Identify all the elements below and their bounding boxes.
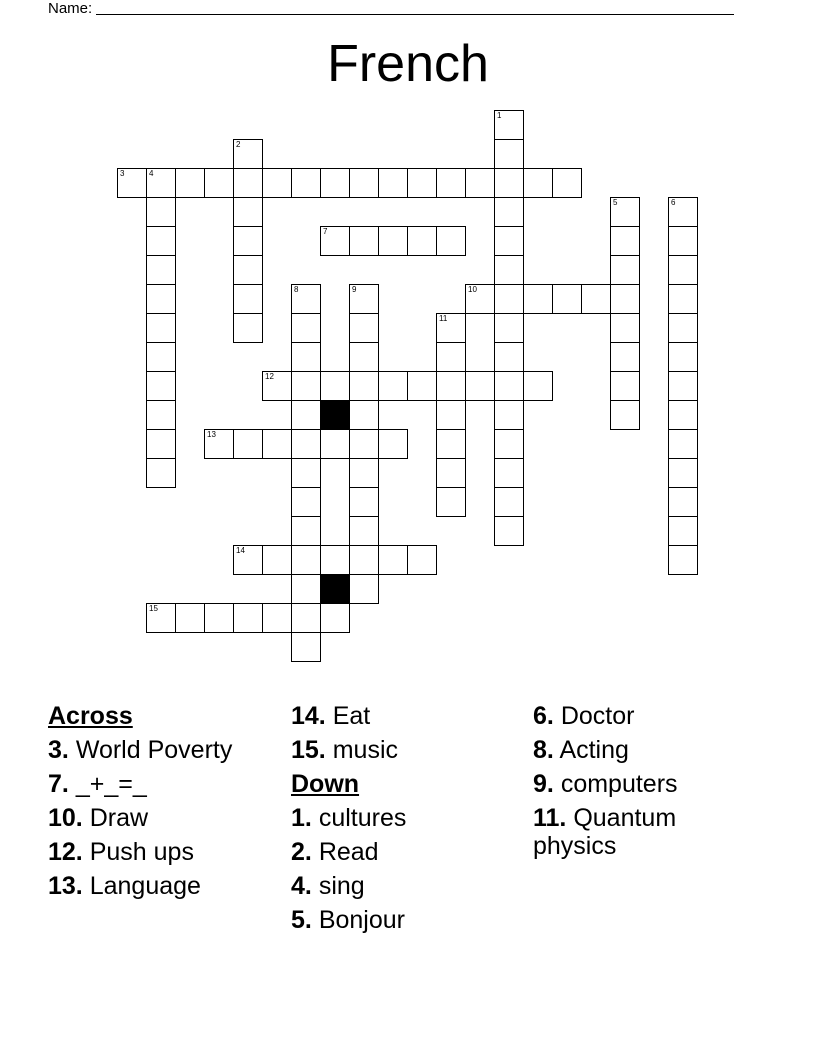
grid-cell[interactable] bbox=[291, 574, 321, 604]
name-field[interactable] bbox=[48, 0, 734, 18]
grid-cell[interactable] bbox=[668, 255, 698, 285]
grid-cell[interactable] bbox=[291, 632, 321, 662]
grid-cell[interactable] bbox=[320, 429, 350, 459]
grid-cell[interactable] bbox=[668, 313, 698, 343]
clues-column-3 bbox=[533, 702, 713, 866]
grid-cell[interactable] bbox=[668, 284, 698, 314]
cell-number: 15 bbox=[149, 604, 158, 613]
cell-number: 8 bbox=[294, 285, 299, 294]
clue-down-6: 6. Doctor bbox=[533, 702, 635, 730]
cell-number: 11 bbox=[439, 314, 448, 323]
grid-cell[interactable] bbox=[233, 197, 263, 227]
grid-cell[interactable] bbox=[349, 168, 379, 198]
grid-cell[interactable] bbox=[233, 603, 263, 633]
grid-cell[interactable] bbox=[494, 139, 524, 169]
grid-cell[interactable] bbox=[494, 284, 524, 314]
grid-cell[interactable] bbox=[494, 342, 524, 372]
grid-cell[interactable] bbox=[494, 168, 524, 198]
cell-number: 3 bbox=[120, 169, 125, 178]
grid-cell[interactable] bbox=[610, 313, 640, 343]
clue-across-10: 10. Draw bbox=[48, 804, 149, 832]
grid-cell[interactable] bbox=[291, 342, 321, 372]
grid-cell[interactable] bbox=[349, 487, 379, 517]
grid-cell[interactable] bbox=[407, 226, 437, 256]
grid-cell[interactable] bbox=[349, 226, 379, 256]
grid-cell[interactable] bbox=[436, 226, 466, 256]
black-square bbox=[320, 574, 350, 604]
grid-cell[interactable] bbox=[349, 545, 379, 575]
clue-across-7: 7. _+_=_ bbox=[48, 770, 147, 798]
grid-cell[interactable] bbox=[436, 313, 466, 343]
grid-cell[interactable] bbox=[378, 371, 408, 401]
grid-cell[interactable] bbox=[378, 226, 408, 256]
name-underline[interactable] bbox=[96, 0, 734, 15]
grid-cell[interactable] bbox=[146, 371, 176, 401]
grid-cell[interactable] bbox=[233, 313, 263, 343]
grid-cell[interactable] bbox=[146, 342, 176, 372]
grid-cell[interactable] bbox=[436, 429, 466, 459]
cell-number: 13 bbox=[207, 430, 216, 439]
grid-cell[interactable] bbox=[349, 516, 379, 546]
grid-cell[interactable] bbox=[262, 429, 292, 459]
grid-cell[interactable] bbox=[291, 371, 321, 401]
grid-cell[interactable] bbox=[494, 313, 524, 343]
grid-cell[interactable] bbox=[552, 284, 582, 314]
grid-cell[interactable] bbox=[523, 371, 553, 401]
grid-cell[interactable] bbox=[204, 168, 234, 198]
name-label: Name: bbox=[48, 0, 93, 17]
grid-cell[interactable] bbox=[407, 371, 437, 401]
grid-cell[interactable] bbox=[668, 197, 698, 227]
grid-cell[interactable] bbox=[436, 371, 466, 401]
grid-cell[interactable] bbox=[494, 255, 524, 285]
clue-down-9: 9. computers bbox=[533, 770, 678, 798]
cell-number: 14 bbox=[236, 546, 245, 555]
grid-cell[interactable] bbox=[610, 400, 640, 430]
grid-cell[interactable] bbox=[349, 400, 379, 430]
grid-cell[interactable] bbox=[233, 545, 263, 575]
grid-cell[interactable] bbox=[407, 545, 437, 575]
grid-cell[interactable] bbox=[436, 400, 466, 430]
grid-cell[interactable] bbox=[610, 226, 640, 256]
grid-cell[interactable] bbox=[204, 603, 234, 633]
clue-down-5: 5. Bonjour bbox=[291, 906, 405, 934]
cell-number: 5 bbox=[613, 198, 618, 207]
grid-cell[interactable] bbox=[610, 371, 640, 401]
grid-cell[interactable] bbox=[349, 313, 379, 343]
grid-cell[interactable] bbox=[494, 197, 524, 227]
grid-cell[interactable] bbox=[349, 458, 379, 488]
grid-cell[interactable] bbox=[349, 429, 379, 459]
grid-cell[interactable] bbox=[668, 487, 698, 517]
grid-cell[interactable] bbox=[581, 284, 611, 314]
grid-cell[interactable] bbox=[349, 371, 379, 401]
black-square bbox=[320, 400, 350, 430]
grid-cell[interactable] bbox=[668, 342, 698, 372]
grid-cell[interactable] bbox=[291, 516, 321, 546]
grid-cell[interactable] bbox=[523, 168, 553, 198]
grid-cell[interactable] bbox=[262, 545, 292, 575]
grid-cell[interactable] bbox=[204, 429, 234, 459]
clue-down-11: 11. Quantum physics bbox=[533, 804, 677, 860]
grid-cell[interactable] bbox=[146, 603, 176, 633]
grid-cell[interactable] bbox=[262, 603, 292, 633]
cell-number: 6 bbox=[671, 198, 676, 207]
grid-cell[interactable] bbox=[668, 545, 698, 575]
grid-cell[interactable] bbox=[349, 574, 379, 604]
grid-cell[interactable] bbox=[320, 545, 350, 575]
down-heading: Down bbox=[291, 770, 360, 798]
grid-cell[interactable] bbox=[494, 516, 524, 546]
grid-cell[interactable] bbox=[117, 168, 147, 198]
grid-cell[interactable] bbox=[436, 458, 466, 488]
grid-cell[interactable] bbox=[291, 487, 321, 517]
cell-number: 7 bbox=[323, 227, 328, 236]
grid-cell[interactable] bbox=[465, 284, 495, 314]
grid-cell[interactable] bbox=[291, 603, 321, 633]
grid-cell[interactable] bbox=[378, 168, 408, 198]
cell-number: 9 bbox=[352, 285, 357, 294]
clues-column-2 bbox=[291, 702, 406, 940]
grid-cell[interactable] bbox=[494, 110, 524, 140]
grid-cell[interactable] bbox=[291, 400, 321, 430]
grid-cell[interactable] bbox=[146, 255, 176, 285]
clue-across-14: 14. Eat bbox=[291, 702, 371, 730]
grid-cell[interactable] bbox=[175, 603, 205, 633]
grid-cell[interactable] bbox=[436, 342, 466, 372]
clue-down-1: 1. cultures bbox=[291, 804, 407, 832]
clue-across-13: 13. Language bbox=[48, 872, 201, 900]
grid-cell[interactable] bbox=[146, 313, 176, 343]
grid-cell[interactable] bbox=[523, 284, 553, 314]
grid-cell[interactable] bbox=[552, 168, 582, 198]
grid-cell[interactable] bbox=[233, 168, 263, 198]
grid-cell[interactable] bbox=[668, 429, 698, 459]
page-title: French bbox=[327, 35, 489, 93]
grid-cell[interactable] bbox=[465, 168, 495, 198]
grid-cell[interactable] bbox=[494, 429, 524, 459]
cell-number: 12 bbox=[265, 372, 274, 381]
clue-across-3: 3. World Poverty bbox=[48, 736, 233, 764]
grid-cell[interactable] bbox=[233, 284, 263, 314]
grid-cell[interactable] bbox=[291, 429, 321, 459]
grid-cell[interactable] bbox=[494, 371, 524, 401]
cell-number: 2 bbox=[236, 140, 241, 149]
grid-cell[interactable] bbox=[436, 487, 466, 517]
cell-number: 1 bbox=[497, 111, 502, 120]
clues-column-1 bbox=[48, 702, 258, 906]
grid-cell[interactable] bbox=[146, 284, 176, 314]
grid-cell[interactable] bbox=[610, 255, 640, 285]
grid-cell[interactable] bbox=[668, 371, 698, 401]
cell-number: 4 bbox=[149, 169, 154, 178]
grid-cell[interactable] bbox=[262, 168, 292, 198]
grid-cell[interactable] bbox=[668, 226, 698, 256]
grid-cell[interactable] bbox=[320, 226, 350, 256]
grid-cell[interactable] bbox=[320, 168, 350, 198]
grid-cell[interactable] bbox=[465, 371, 495, 401]
grid-cell[interactable] bbox=[146, 226, 176, 256]
grid-cell[interactable] bbox=[320, 603, 350, 633]
grid-cell[interactable] bbox=[494, 400, 524, 430]
grid-cell[interactable] bbox=[349, 284, 379, 314]
grid-cell[interactable] bbox=[291, 284, 321, 314]
grid-cell[interactable] bbox=[494, 226, 524, 256]
grid-cell[interactable] bbox=[494, 458, 524, 488]
clue-across-12: 12. Push ups bbox=[48, 838, 194, 866]
clue-across-15: 15. music bbox=[291, 736, 399, 764]
grid-cell[interactable] bbox=[378, 429, 408, 459]
grid-cell[interactable] bbox=[291, 545, 321, 575]
grid-cell[interactable] bbox=[146, 197, 176, 227]
grid-cell[interactable] bbox=[233, 226, 263, 256]
grid-cell[interactable] bbox=[668, 400, 698, 430]
grid-cell[interactable] bbox=[146, 168, 176, 198]
grid-cell[interactable] bbox=[349, 342, 379, 372]
grid-cell[interactable] bbox=[610, 342, 640, 372]
grid-cell[interactable] bbox=[146, 429, 176, 459]
grid-cell[interactable] bbox=[175, 168, 205, 198]
grid-cell[interactable] bbox=[233, 429, 263, 459]
clue-down-2: 2. Read bbox=[291, 838, 379, 866]
grid-cell[interactable] bbox=[146, 458, 176, 488]
grid-cell[interactable] bbox=[146, 400, 176, 430]
grid-cell[interactable] bbox=[378, 545, 408, 575]
grid-cell[interactable] bbox=[233, 255, 263, 285]
grid-cell[interactable] bbox=[291, 458, 321, 488]
grid-cell[interactable] bbox=[436, 168, 466, 198]
clue-down-8: 8. Acting bbox=[533, 736, 629, 764]
grid-cell[interactable] bbox=[233, 139, 263, 169]
grid-cell[interactable] bbox=[262, 371, 292, 401]
grid-cell[interactable] bbox=[494, 487, 524, 517]
clue-down-4: 4. sing bbox=[291, 872, 365, 900]
grid-cell[interactable] bbox=[668, 458, 698, 488]
grid-cell[interactable] bbox=[320, 371, 350, 401]
grid-cell[interactable] bbox=[668, 516, 698, 546]
grid-cell[interactable] bbox=[610, 197, 640, 227]
across-heading: Across bbox=[48, 702, 133, 730]
grid-cell[interactable] bbox=[407, 168, 437, 198]
grid-cell[interactable] bbox=[291, 168, 321, 198]
cell-number: 10 bbox=[468, 285, 477, 294]
grid-cell[interactable] bbox=[291, 313, 321, 343]
grid-cell[interactable] bbox=[610, 284, 640, 314]
